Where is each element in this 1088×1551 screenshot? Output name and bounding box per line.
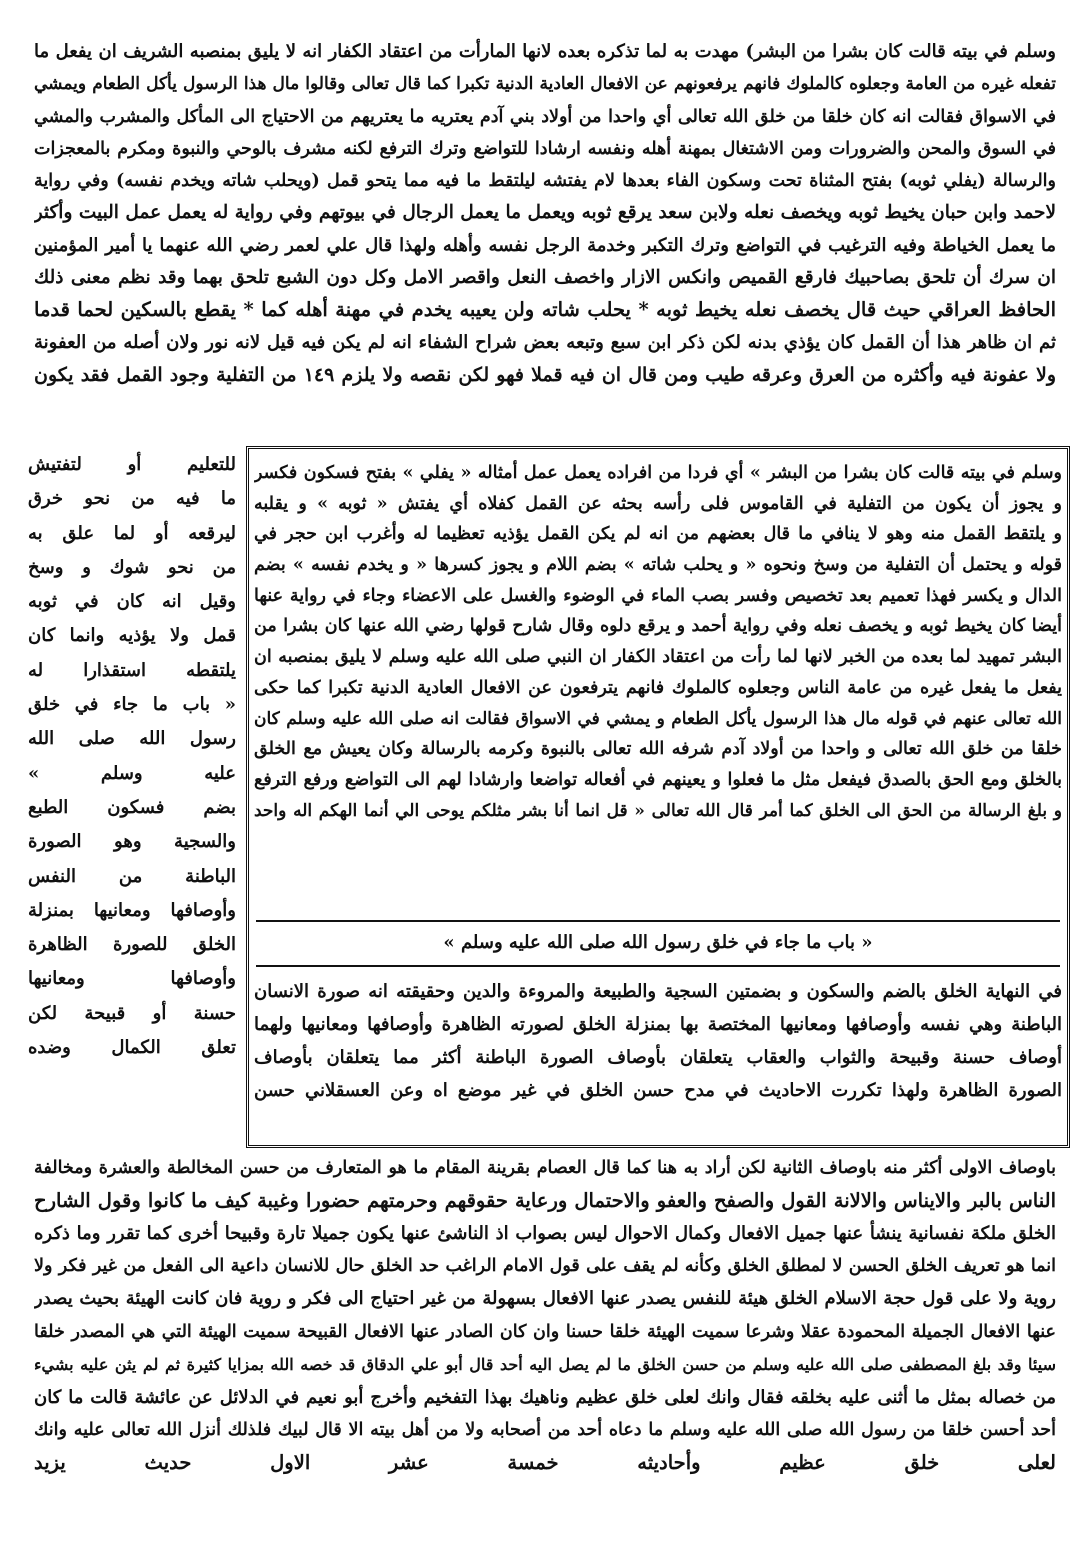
text-line: في السوق والمحن والضرورات ومن الاشتغال بمهنة أهله ونفسه ارشادا للتواضع وترك الترفع لكنه مشرف بالوحي والنبوة ومكرم بالمعجزات (34, 138, 1056, 159)
text-line: ما يعمل الخياطة وفيه الترغيب في التواضع وترك التكبر وخدمة الرجل نفسه وأهله ولهذا قال علي لعمر رضي الله عنهما يا أمير المؤمنين (34, 234, 1056, 256)
text-line: وسلم في بيته قالت كان بشرا من البشر) مهدت به لما تذكره بعده لانها المارأت من اعتقاد الكفار انه لا يليق بمنصبه الشريف ان يفعل ما (34, 41, 1056, 62)
text-line: الله تعالى عنهم في قوله مال هذا الرسول يأكل الطعام و يمشي في الاسواق فقالت انه صلى الله عليه وسلم كان (254, 708, 1062, 729)
text-line: الباطنة وهي نفسه وأوصافها ومعانيها المختصة بها بمنزلة الخلق لصورته الظاهرة وأوصافها ومعانيها ولهما (254, 1014, 1062, 1035)
text-line: لعلى خلق عظيم وأحاديثه خمسة عشر الاول حديث يزيد (34, 1451, 1056, 1475)
text-line: روية ولا على قول حجة الاسلام الخلق هيئة للنفس يصدر عنها الافعال بسهولة من غير احتياج الى فكر و روية فان كانت الهيئة بحيث يصدر (34, 1288, 1056, 1310)
text-line: سيئا وقد بلغ المصطفى صلى الله عليه وسلم من حسن الخلق ما لم يصل اليه أحد قال أبو علي الدقاق قد خصه الله بمزايا كثيرة ثم لم يثن عليه بشيء (34, 1354, 1056, 1374)
text-line: يلتقطه استقذارا له (28, 659, 236, 681)
text-line: و بلغ الرسالة من الحق الى الخلق كما أمر قال الله تعالى « قل انما أنا بشر مثلكم يوحى الي أنما الهكم اله واحد (254, 800, 1062, 821)
text-line: الخلق للصورة الظاهرة (28, 934, 236, 956)
text-line: تفعله غيره من العامة وجعلوه كالملوك فانهم يرفعونهم عن الافعال العادية الدنية تكبرا كما قال تعالى وقالوا مال هذا الرسول يأكل الطعام ويمشي (34, 74, 1056, 95)
text-line: لاحمد وابن حبان يخيط ثوبه ويخصف نعله ولابن سعد يرقع ثوبه ويعمل ما يعمل الرجال في بيوتهم وفي رواية له يعمل عمل البيت وأكثر (34, 202, 1056, 224)
text-line: و يجوز أن يكون من التفلية في القاموس فلى رأسه بحثه عن القمل كفلاه أي يفتش « ثوبه » و يقلبه (254, 493, 1062, 514)
text-line: ليرقعه أو لما علق به (28, 522, 236, 544)
text-line: باوصاف الاولى أكثر منه باوصاف الثانية لكن أراد به هنا كما قال العصام بقرينة المقام ما هو المتعارف من حسن المخالطة والعشرة ومخالفة (34, 1158, 1056, 1178)
bottom-commentary-block (34, 1152, 1056, 1480)
text-line: ما فيه من نحو خرق (28, 488, 236, 510)
text-line: من نحو شوك و وسخ (28, 556, 236, 578)
top-commentary-block (34, 36, 1056, 391)
text-line: يفعل ما يفعل غيره من عامة الناس وجعلوه كالملوك فانهم يترفعون عن الافعال العادية الدنية تكبرا كما حكى (254, 677, 1062, 698)
text-line: في الاسواق فقالت انه كان خلقا من خلق الله تعالى أي واحدا من أولاد بني آدم يعتريه ما يعتريهم من الاحتياج الى المأكل والمشرب والمشي (34, 106, 1056, 127)
text-line: وقيل انه كان في ثوبه (28, 591, 236, 613)
text-line: انما هو تعريف الخلق الحسن لا لمطلق الخلق وكأنه لم يقف على قول الامام الراغب حد الخلق حال للانسان داعية الى الفعل من غير فكر ولا (34, 1256, 1056, 1277)
text-line: ثم ان ظاهر هذا أن القمل كان يؤذي بدنه لكن ذكر ابن سبع وتبعه بعض شراح الشفاء انه لم يكن فيه قيل لانه نور ولان أصله من العفونة (34, 331, 1056, 353)
text-line: الصورة الظاهرة ولهذا تكررت الاحاديث في مدح حسن الخلق في غير موضع اه وعن العسقلاني حسن (254, 1080, 1062, 1101)
text-line: تعلق الكمال وضده (28, 1037, 236, 1059)
text-line: وأوصافها ومعانيها بمنزلة (28, 899, 236, 921)
text-line: حسنة أو قبيحة لكن (28, 1002, 236, 1024)
text-line: قوله و يحتمل أن التفلية من وسخ ونحوه « و يحلب شاته » بضم اللام و يجوز كسرها « و يخدم نفسه » بضم (254, 555, 1062, 576)
text-line: في النهاية الخلق بالضم والسكون و بضمتين السجية والطبيعة والمروءة والدين وحقيقته انه صورة الانسان (254, 981, 1062, 1002)
text-line: من خصاله بمثل ما أثنى عليه بخلقه فقال وانك لعلى خلق عظيم وناهيك بهذا التفخيم وأخرج أبو نعيم في الدلائل عن عائشة قالت ما كان (34, 1386, 1056, 1408)
text-line: عليه وسلم » (28, 762, 236, 784)
text-line: البشر تمهيد لما بعده من الخبر لانها لما رأت من اعتقاد الكفار ان النبي صلى الله عليه وسلم لا يليق بمنصبه ان (254, 647, 1062, 668)
text-line: للتعليم أو لتفتيش (28, 454, 236, 475)
text-line: « باب ما جاء في خلق (28, 694, 236, 716)
text-line: الحافظ العراقي حيث قال يخصف نعله يخيط ثوبه * يحلب شاته ولن يعيبه يخدم في مهنة أهله كما * يقطع بالسكين لحما قدما (34, 298, 1056, 322)
box-lower-text (254, 975, 1062, 1107)
margin-gloss-column (28, 448, 236, 1065)
chapter-heading: « باب ما جاء في خلق رسول الله صلى الله عليه وسلم » (443, 932, 873, 953)
text-line: وسلم في بيته قالت كان بشرا من البشر » أي فردا من افراده يعمل عمل أمثاله « يفلي » بفتح فسكون فكسر (254, 463, 1062, 483)
text-line: قمل ولا يؤذيه وانما كان (28, 625, 236, 647)
text-line: والسجية وهو الصورة (28, 831, 236, 853)
text-line: وأوصافها ومعانيها (28, 968, 236, 990)
text-line: ان سرك أن تلحق بصاحبيك فارقع القميص وانكس الازار واخصف النعل واقصر الامل وكل دون الشبع تلحق بهما وقد نظم معنى ذلك (34, 267, 1056, 289)
text-line: بالخلق ومع الحق بالصدق فيفعل مثل ما فعلوا و يعينهم في أفعاله تواضعا وارشادا لهم الى التواضع ورفع الترفع (254, 769, 1062, 790)
text-line: أيضا كان يخيط ثوبه و يخصف نعله وفي رواية أحمد و يرقع دلوه وقال شارح قولها رضي الله عنها كان بشرا من (254, 616, 1062, 637)
text-line: و يلتقط القمل منه وهو لا ينافي ما قال بعضهم من انه لم يكن القمل يؤذيه تعظيما له وأغرب ابن حجر في (254, 524, 1062, 545)
text-line: الخلق ملكة نفسانية ينشأ عنها جميل الافعال وكمال الاحوال ليس بصواب اذ الناشئ عنها يكون جميلا تارة وقبيحا أخرى كما تقرر وما ذكره (34, 1222, 1056, 1244)
text-line: والرسالة (يفلي ثوبه) بفتح المثناة تحت وسكون الفاء بعدها لام يفتشه ليلتقط ما فيه مما يتحو قمل (ويحلب شاته ويخدم نفسه) وفي رواية (34, 171, 1056, 192)
text-line: خلقا من خلق الله تعالى و واحدا من أولاد آدم شرفه الله تعالى بالنبوة وكرمه بالرسالة وكان يعيش مع الخلق (254, 739, 1062, 760)
text-line: أحد أحسن خلقا من رسول الله صلى الله عليه وسلم ما دعاه أحد من أصحابه ولا من أهل بيته الا قال لبيك فلذلك أنزل الله تعالى عليه وانك (34, 1420, 1056, 1441)
text-line: ولا عفونة فيه وأكثره من العرق وعرقه طيب ومن قال ان فيه قملا فهو لكن نقصه ولا يلزم ١٤٩ من التفلية وجود القمل فقد يكون (34, 363, 1056, 386)
text-line: بضم فسكون الطبع (28, 796, 236, 818)
text-line: عنها الافعال الجميلة المحمودة عقلا وشرعا سميت الهيئة خلقا حسنا وان كان الصادر عنها الافعال القبيحة سميت الهيئة التي هي المصدر خلقا (34, 1321, 1056, 1342)
text-line: أوصاف حسنة وقبيحة والثواب والعقاب يتعلقان بأوصاف الصورة الباطنة أكثر مما يتعلقان بأوصاف (254, 1047, 1062, 1068)
box-upper-text (254, 458, 1062, 826)
text-line: الدال و يكسر فهذا تعميم بعد تخصيص وفسر بصب الماء في الوضوء والغسل على الاعضاء وجاء في رواية عنها (254, 585, 1062, 606)
text-line: الباطنة من النفس (28, 865, 236, 887)
box-divider-bottom (256, 965, 1060, 967)
box-divider-top (256, 920, 1060, 922)
text-line: الناس بالبر والايناس والالانة القول والصفح والعفو والاحتمال ورعاية حقوقهم وحرمتهم حضورا وغيبة كيف ما كانوا وقول الشارح (34, 1188, 1056, 1212)
text-line: رسول الله صلى الله (28, 728, 236, 750)
